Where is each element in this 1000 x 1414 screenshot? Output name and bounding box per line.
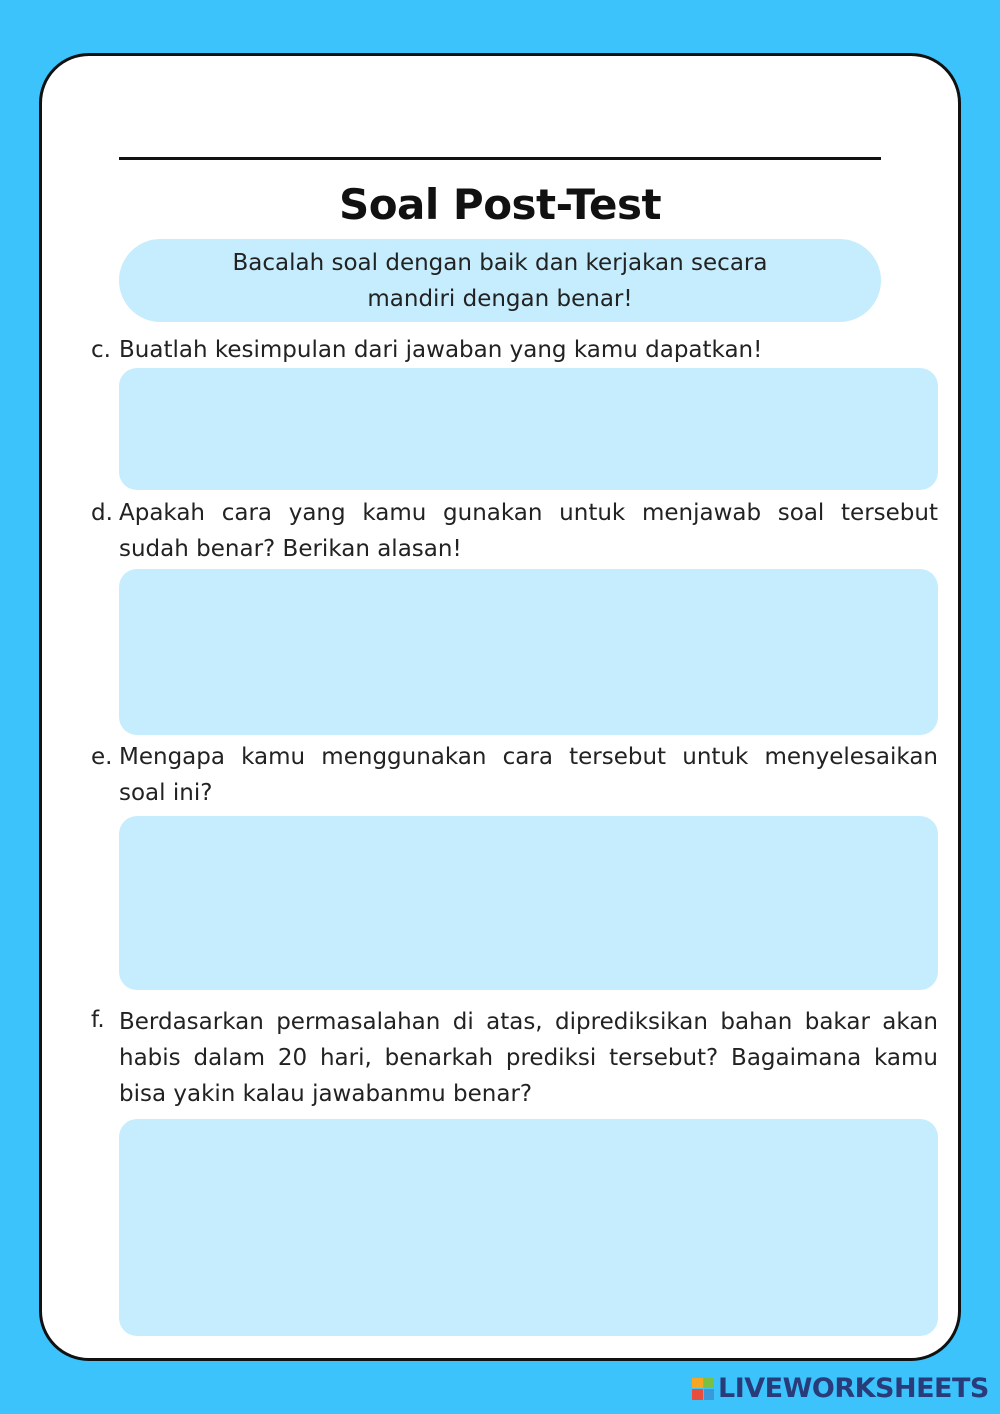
- liveworksheets-logo-icon: [692, 1378, 714, 1400]
- page-title: Soal Post-Test: [338, 180, 662, 229]
- question-d-letter: d.: [91, 500, 113, 526]
- question-f-text: Berdasarkan permasalahan di atas, diprediksikan bahan bakar akan habis dalam 20 hari, benarkah prediksi tersebut? Bagaimana kamu bisa yakin kalau jawabanmu benar?: [119, 1009, 938, 1107]
- answer-box-d[interactable]: [119, 569, 938, 735]
- instruction-banner: [119, 239, 881, 322]
- instruction-text: Bacalah soal dengan baik dan kerjakan secara mandiri dengan benar!: [232, 249, 768, 312]
- question-e-text: Mengapa kamu menggunakan cara tersebut untuk menyelesaikan soal ini?: [119, 744, 938, 806]
- watermark-text: LIVEWORKSHEETS: [718, 1373, 989, 1404]
- answer-box-c[interactable]: [119, 368, 938, 490]
- answer-box-f[interactable]: [119, 1119, 938, 1336]
- question-d-text: Apakah cara yang kamu gunakan untuk menjawab soal tersebut sudah benar? Berikan alasan!: [119, 500, 938, 562]
- liveworksheets-watermark: [692, 1373, 989, 1404]
- question-f-letter: f.: [91, 1007, 105, 1033]
- answer-box-e[interactable]: [119, 816, 938, 990]
- header-rule: [119, 157, 881, 160]
- question-c-text: Buatlah kesimpulan dari jawaban yang kamu dapatkan!: [119, 337, 763, 363]
- question-c-letter: c.: [91, 337, 111, 363]
- question-e-letter: e.: [91, 744, 113, 770]
